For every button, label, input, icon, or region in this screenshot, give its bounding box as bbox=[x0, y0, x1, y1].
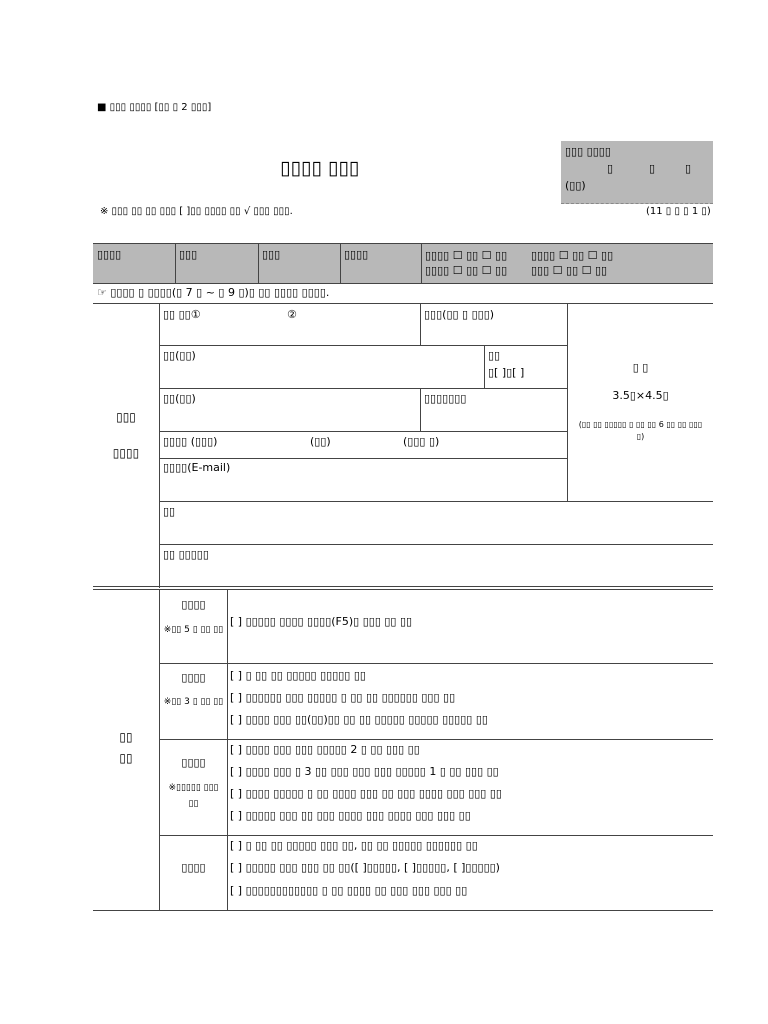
group-2-sub: ※▯▯ 3 ▯ ▯▯ ▯▯ bbox=[163, 697, 224, 707]
photo-size: 3.5▯×4.5▯ bbox=[612, 389, 669, 402]
form-note: ■ ▯▯▯ ▯▯▯▯ [▯▯ ▯ 2 ▯▯▯] bbox=[97, 102, 212, 113]
group-2-item-3[interactable]: [ ] ▯▯▯▯ ▯▯▯ ▯▯(▯▯)▯▯ ▯▯ ▯▯ ▯▯▯▯▯ ▯▯▯▯▯ ▯▯▯▯▯ ▯▯ bbox=[230, 713, 488, 726]
name-hanja-field[interactable]: ▯▯(▯▯) bbox=[163, 349, 196, 362]
bar-col-4: ▯▯▯▯ bbox=[344, 248, 369, 261]
name-field[interactable]: ▯▯ ▯▯① bbox=[163, 308, 201, 321]
group-1-name: ▯▯▯▯ bbox=[181, 598, 206, 611]
receipt-suffix: (▯▯) bbox=[565, 179, 586, 192]
photo-label: ▯ ▯ bbox=[632, 361, 649, 374]
receipt-day: ▯ bbox=[685, 162, 692, 175]
bar-col-2: ▯▯▯ bbox=[179, 248, 198, 261]
group-3-sub: ※▯▯▯▯▯ ▯▯▯ ▯▯ bbox=[168, 783, 219, 809]
receipt-year: ▯ bbox=[607, 162, 614, 175]
bar-col-1: ▯▯▯▯ bbox=[97, 248, 122, 261]
birth-field[interactable]: ▯▯▯▯▯▯▯ bbox=[424, 392, 467, 405]
page-count: (11 ▯ ▯ ▯ 1 ▯) bbox=[646, 206, 711, 217]
instruction: ※ ▯▯▯ ▯▯ ▯▯ ▯▯▯ [ ]▯▯ ▯▯▯▯ ▯▯ √ ▯▯▯ ▯▯▯. bbox=[100, 206, 293, 217]
name-field-2[interactable]: ② bbox=[287, 308, 297, 321]
receipt-month: ▯ bbox=[649, 162, 656, 175]
name-english-field[interactable]: ▯▯(▯▯) bbox=[163, 392, 196, 405]
qualification-label-1: ▯▯ bbox=[119, 730, 133, 744]
applicant-label-2: ▯▯▯▯ bbox=[112, 446, 140, 460]
group-1-item-1[interactable]: [ ] ▯▯▯▯▯ ▯▯▯▯ ▯▯▯▯(F5)▯ ▯▯▯ ▯▯ ▯▯ bbox=[230, 615, 413, 628]
qualification-label-2: ▯▯ bbox=[119, 751, 133, 765]
phone-field[interactable]: ▯▯▯▯ (▯▯▯) bbox=[163, 435, 218, 448]
bar-option-4[interactable]: ▯▯▯ ☐ ▯▯ ☐ ▯▯ bbox=[531, 264, 608, 277]
group-4-item-3[interactable]: [ ] ▯▯▯▯▯▯▯▯▯▯▯▯ ▯ ▯▯ ▯▯▯▯ ▯▯ ▯▯▯ ▯▯▯ ▯▯▯ ▯▯ bbox=[230, 884, 468, 897]
applicant-label-1: ▯▯▯ bbox=[116, 410, 136, 424]
bar-option-2[interactable]: ▯▯▯▯ ☐ ▯▯ ☐ ▯▯ bbox=[531, 249, 614, 262]
group-4-item-2[interactable]: [ ] ▯▯▯▯▯ ▯▯▯ ▯▯▯ ▯▯ ▯▯([ ]▯▯▯▯▯, [ ]▯▯▯▯▯, [ ]▯▯▯▯▯) bbox=[230, 861, 500, 874]
group-2-item-1[interactable]: [ ] ▯ ▯▯ ▯▯ ▯▯▯▯▯ ▯▯▯▯▯ ▯▯ bbox=[230, 669, 366, 682]
phone-mid[interactable]: (▯▯) bbox=[310, 435, 331, 448]
bar-col-3: ▯▯▯ bbox=[262, 248, 281, 261]
gender-label: ▯▯ bbox=[488, 349, 501, 362]
receipt-divider bbox=[561, 203, 713, 204]
receipt-box bbox=[561, 141, 713, 204]
receipt-label: ▯▯▯ ▯▯▯▯ bbox=[565, 145, 611, 158]
group-1-sub: ※▯▯ 5 ▯ ▯▯ ▯▯ bbox=[163, 625, 224, 635]
page-title: ▯▯▯▯ ▯▯▯ bbox=[280, 157, 360, 179]
bar-option-1[interactable]: ▯▯▯▯ ☐ ▯▯ ☐ ▯▯ bbox=[425, 249, 508, 262]
bar-option-3[interactable]: ▯▯▯▯ ☐ ▯▯ ☐ ▯▯ bbox=[425, 264, 508, 277]
group-3-item-1[interactable]: [ ] ▯▯▯▯ ▯▯▯ ▯▯▯ ▯▯▯▯▯ 2 ▯ ▯▯ ▯▯▯ ▯▯ bbox=[230, 743, 420, 756]
group-4-item-1[interactable]: [ ] ▯ ▯▯ ▯▯ ▯▯▯▯▯ ▯▯▯ ▯▯, ▯▯ ▯▯ ▯▯▯▯▯ ▯▯▯▯▯▯ ▯▯ bbox=[230, 839, 478, 852]
group-3-item-4[interactable]: [ ] ▯▯▯▯▯ ▯▯▯ ▯▯ ▯▯▯ ▯▯▯▯ ▯▯▯ ▯▯▯▯ ▯▯▯ ▯▯▯ ▯▯ bbox=[230, 809, 471, 822]
gender-options[interactable]: ▯[ ]▯[ ] bbox=[488, 366, 525, 379]
group-2-name: ▯▯▯▯ bbox=[181, 671, 206, 684]
group-3-item-3[interactable]: [ ] ▯▯▯▯ ▯▯▯▯▯ ▯ ▯▯ ▯▯▯▯ ▯▯▯ ▯▯ ▯▯▯ ▯▯▯▯ ▯▯▯ ▯▯▯ ▯▯ bbox=[230, 787, 502, 800]
registered-address-field[interactable]: ▯▯ ▯▯▯▯▯ bbox=[163, 548, 209, 561]
notice: ☞ ▯▯▯▯ ▯ ▯▯▯▯(▯ 7 ▯ ~ ▯ 9 ▯)▯ ▯▯ ▯▯▯▯ ▯▯▯▯. bbox=[97, 286, 330, 299]
group-4-name: ▯▯▯▯ bbox=[181, 861, 206, 874]
rrn-field[interactable]: ▯▯▯(▯▯ ▯ ▯▯▯) bbox=[424, 308, 495, 321]
group-2-item-2[interactable]: [ ] ▯▯▯▯▯▯ ▯▯▯ ▯▯▯▯▯ ▯ ▯▯ ▯▯ ▯▯▯▯▯▯ ▯▯▯ ▯▯ bbox=[230, 691, 456, 704]
address-field[interactable]: ▯▯ bbox=[163, 505, 176, 518]
group-3-item-2[interactable]: [ ] ▯▯▯▯ ▯▯▯ ▯ 3 ▯▯ ▯▯▯ ▯▯▯ ▯▯▯ ▯▯▯▯▯ 1 ▯ ▯▯ ▯▯▯ ▯▯ bbox=[230, 765, 499, 778]
group-3-name: ▯▯▯▯ bbox=[181, 756, 206, 769]
photo-note: (▯▯ ▯▯ ▯▯▯▯▯ ▯ ▯▯ ▯▯ 6 ▯▯ ▯▯ ▯▯▯ ▯) bbox=[578, 420, 703, 441]
phone-end[interactable]: (▯▯▯ ▯) bbox=[403, 435, 440, 448]
email-field[interactable]: ▯▯▯▯(E-mail) bbox=[163, 461, 231, 474]
